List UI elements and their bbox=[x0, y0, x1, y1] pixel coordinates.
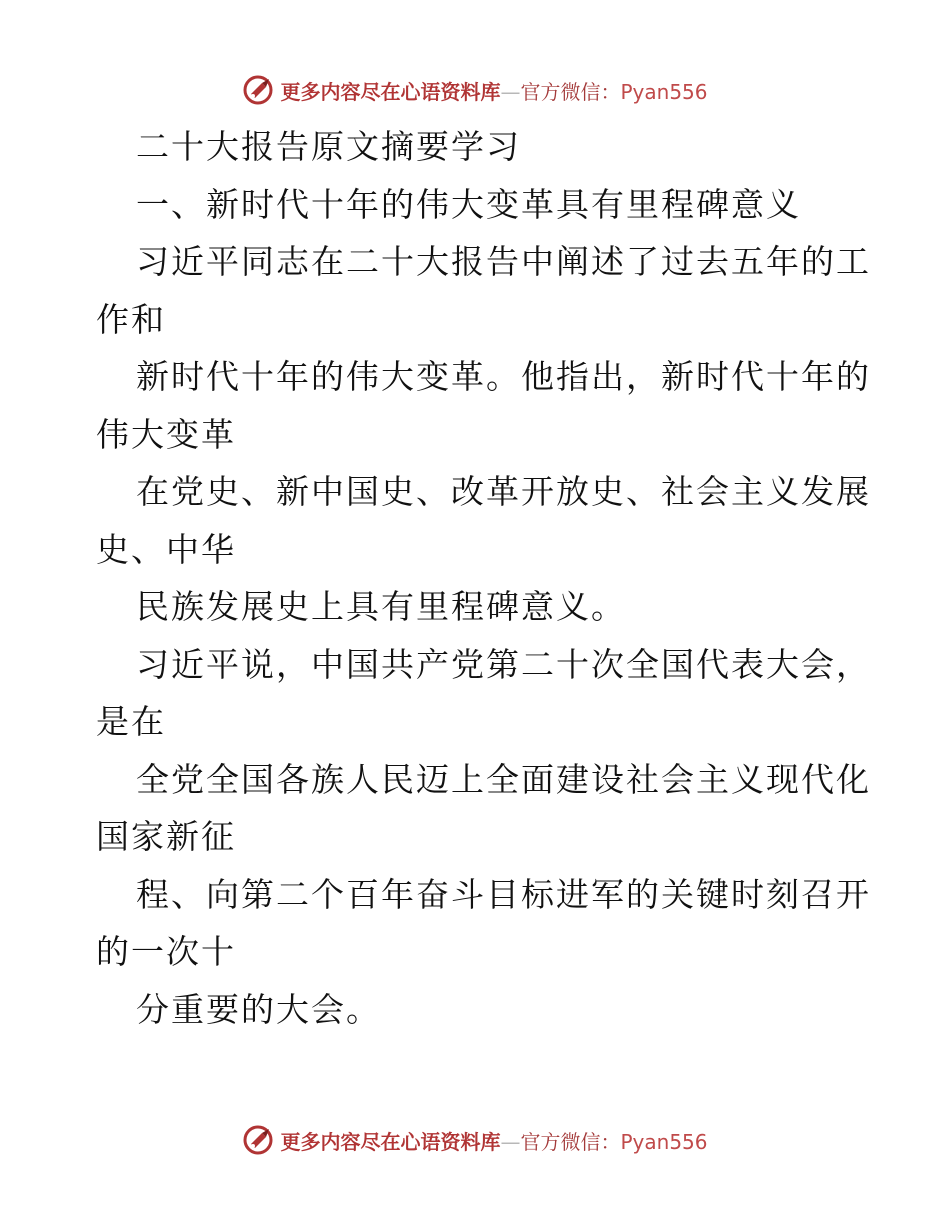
paragraph-line: 分重要的大会。 bbox=[136, 989, 381, 1029]
document-body bbox=[96, 118, 871, 1038]
banner-separator: — bbox=[500, 1129, 521, 1154]
paragraph-line: 新时代十年的伟大变革。他指出，新时代十年的 bbox=[136, 357, 871, 396]
footer-banner bbox=[0, 1120, 950, 1160]
banner-wechat-id: Pyan556 bbox=[620, 79, 708, 104]
banner-separator: — bbox=[500, 79, 521, 104]
banner-main-text: 更多内容尽在心语资料库 bbox=[280, 1129, 501, 1154]
banner-main-text: 更多内容尽在心语资料库 bbox=[280, 79, 501, 104]
document-title: 二十大报告原文摘要学习 bbox=[136, 127, 521, 166]
banner-wechat-id: Pyan556 bbox=[620, 1129, 708, 1154]
paragraph-line: 程、向第二个百年奋斗目标进军的关键时刻召开 bbox=[136, 874, 871, 914]
logo-icon bbox=[242, 1124, 274, 1156]
paragraph-line: 的一次十 bbox=[96, 932, 236, 971]
banner-text bbox=[280, 1126, 707, 1155]
paragraph-line: 伟大变革 bbox=[96, 414, 236, 454]
paragraph-line: 史、中华 bbox=[96, 529, 236, 569]
paragraph-line: 作和 bbox=[96, 299, 166, 339]
paragraph-line: 国家新征 bbox=[96, 817, 236, 856]
section-heading: 一、新时代十年的伟大变革具有里程碑意义 bbox=[136, 184, 801, 224]
paragraph-line: 习近平说，中国共产党第二十次全国代表大会， bbox=[136, 644, 871, 684]
banner-official-label: 官方微信： bbox=[520, 1129, 621, 1154]
logo-icon bbox=[242, 74, 274, 106]
paragraph-line: 习近平同志在二十大报告中阐述了过去五年的工 bbox=[136, 242, 871, 281]
paragraph-line: 在党史、新中国史、改革开放史、社会主义发展 bbox=[136, 472, 871, 511]
paragraph-line: 民族发展史上具有里程碑意义。 bbox=[136, 587, 626, 626]
banner-text bbox=[280, 76, 707, 105]
header-banner bbox=[0, 70, 950, 110]
paragraph-line: 全党全国各族人民迈上全面建设社会主义现代化 bbox=[136, 759, 871, 799]
banner-official-label: 官方微信： bbox=[520, 79, 621, 104]
paragraph-line: 是在 bbox=[96, 702, 166, 741]
